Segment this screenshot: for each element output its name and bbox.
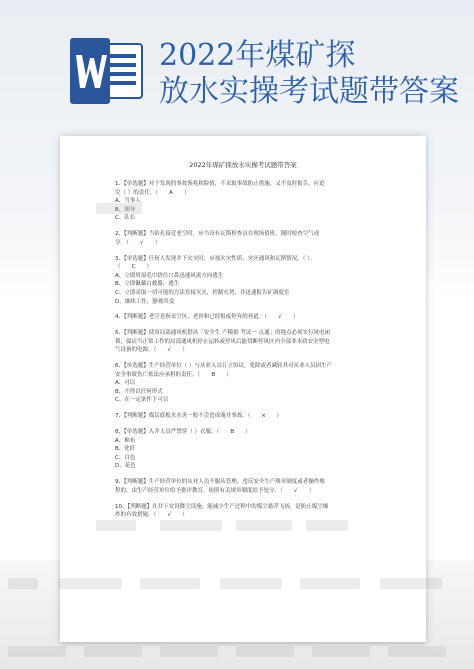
answer-close-paren: ） (184, 189, 190, 196)
answer-mark: √ (167, 347, 172, 354)
question-text-line (115, 503, 377, 512)
question-text-line (115, 412, 377, 421)
question-item (115, 180, 377, 223)
question-item (115, 329, 377, 355)
watermark-bar (300, 578, 360, 589)
watermark-bar (58, 578, 122, 589)
question-text-line (115, 362, 377, 371)
watermark-bar (160, 646, 218, 657)
watermark-bar (96, 203, 142, 214)
answer-mark: √ (278, 314, 282, 321)
question-text: 3、【单选题】任何人发现井下火灾时，应视火灾性质、灾区通风和瓦斯情况，（ ）。 (115, 255, 316, 262)
answer-option: B、不得以任何形式 (115, 388, 163, 395)
question-text-line (115, 189, 377, 198)
question-item (115, 255, 377, 307)
question-text-line (115, 428, 377, 437)
question-text: 2、【判断题】当钻孔接近老空时，应当设有瓦斯检查员在现场值班，随时检查空气成 (115, 231, 320, 238)
answer-mark: × (261, 413, 266, 420)
answer-option: B、化纤 (115, 446, 136, 453)
question-text: 究（ ）的责任。（ (115, 189, 158, 196)
question-text-line (115, 487, 377, 496)
question-text: 程的，由生产经营单位给予批评教育，依照有关规章制度给予处分。（ (115, 487, 283, 494)
question-item (115, 362, 377, 405)
question-text-line (115, 478, 377, 487)
watermark-bar (236, 646, 294, 657)
question-item (115, 428, 377, 471)
question-text-line (115, 255, 377, 264)
question-list (115, 180, 377, 527)
header-title-line1: 2022年煤矿探 (159, 38, 356, 73)
question-text: 8、【单选题】入井人员严禁穿（ ）衣服。（ (115, 428, 220, 435)
watermark-bar (140, 578, 200, 589)
question-text: 9、【判断题】生产经营单位的从业人员不服从管理，违反安全生产规章制度或者操作规 (115, 479, 325, 486)
question-item (115, 503, 377, 520)
question-text-line (115, 346, 377, 355)
watermark-bar (220, 578, 282, 589)
question-text: 6、【单选题】生产经营单位（ ）与从业人员订立协议，免除或者减轻其对从业人员因生产 (115, 363, 333, 370)
question-item (115, 478, 377, 495)
question-item (115, 412, 377, 421)
question-text: 7、【判断题】煤层底板水水害一般不会造成淹井事故。（ (115, 413, 251, 420)
answer-close-paren: ） (293, 314, 299, 321)
answer-close-paren: ） (146, 264, 153, 271)
answer-option: C、白色 (115, 454, 136, 461)
answer-close-paren: ） (226, 371, 232, 378)
answer-close-paren: ） (276, 413, 283, 420)
question-text-line (115, 230, 377, 239)
answer-option: C、队长 (115, 215, 136, 222)
watermark-bar (236, 520, 292, 531)
watermark-bar (8, 646, 66, 657)
question-text-line (115, 263, 377, 272)
question-text: 分。（ (115, 239, 129, 246)
answer-mark: A (169, 189, 173, 196)
answer-close-paren: ） (182, 512, 188, 519)
answer-mark: C (131, 264, 136, 271)
answer-mark: B (230, 428, 235, 435)
watermark-bar (306, 520, 348, 531)
answer-option: A、当事人 (115, 198, 141, 205)
answer-mark: B (211, 371, 216, 378)
answer-mark: √ (294, 487, 298, 494)
answer-option: C、在一定条件下可以 (115, 397, 169, 404)
answer-close-paren: ） (182, 347, 188, 354)
question-text-line (115, 371, 377, 380)
question-text-line (115, 180, 377, 189)
question-text: 4、【判断题】老空是指采空区、老窖和已经报废停弃的巷道。（ (115, 314, 268, 321)
question-text: 安全事故伤亡依法应承担的责任。（ (115, 371, 201, 378)
watermark-bar (388, 646, 446, 657)
watermark-bar (84, 646, 142, 657)
question-text: 炸的有效措施。（ (115, 512, 157, 519)
document-title: 2022年煤矿探放水实操考试题带答案 (189, 161, 297, 169)
question-text: 锁，保证当正常工作的局部通风机停止运转或停风后能切断停风区内全部非本质安全型电 (115, 338, 330, 345)
watermark-bar (160, 520, 222, 531)
answer-mark: √ (140, 239, 144, 246)
answer-option: C、立即采取一切可能的方法直接灭火，控制火势，并迅速报告矿调度室 (115, 289, 290, 296)
question-text-line (115, 511, 377, 520)
answer-mark: √ (167, 512, 172, 519)
question-text: 10、【判断题】在井下安设降尘设施，能减少生产过程中的煤尘悬浮飞扬，是防止煤尘爆 (115, 503, 329, 510)
answer-option: D、继续工作，静观其变 (115, 298, 175, 305)
answer-close-paren: ） (308, 487, 315, 494)
question-text-line (115, 338, 377, 347)
watermark-bar (312, 646, 370, 657)
question-text: 气设备的电源。（ (115, 347, 157, 354)
answer-close-paren: ） (245, 428, 251, 435)
answer-option: A、可以 (115, 380, 136, 387)
answer-option: B、立即佩戴自救器，逃生 (115, 281, 180, 288)
answer-close-paren: ） (154, 239, 161, 246)
question-item (115, 230, 377, 247)
question-text: 5、【判断题】使用局部通风机供风「安全生 产模拟 考试一 点通」的地点必须实行风电闭 (115, 330, 330, 337)
answer-option: A、立即用湿毛巾捂住口鼻迅速风流方向逃生 (115, 272, 224, 279)
question-text-line (115, 329, 377, 338)
answer-option: B、领导 (115, 206, 136, 213)
question-text-line (115, 313, 377, 322)
watermark-bar (8, 578, 38, 589)
header-title-line2: 放水实操考试题带答案 (159, 74, 459, 109)
watermark-bar (96, 520, 136, 531)
header-title (159, 38, 474, 110)
question-text-line (115, 239, 377, 248)
word-logo-icon (70, 38, 144, 104)
watermark-bar (380, 578, 442, 589)
answer-option: D、花色 (115, 463, 136, 470)
question-text: 1、【单选题】对于发现的事故预兆和险情，不采取事故防止措施，又不及时报告，应追 (115, 181, 325, 187)
question-item (115, 313, 377, 322)
answer-option: A、棉布 (115, 437, 136, 444)
question-text: （ (115, 264, 121, 271)
